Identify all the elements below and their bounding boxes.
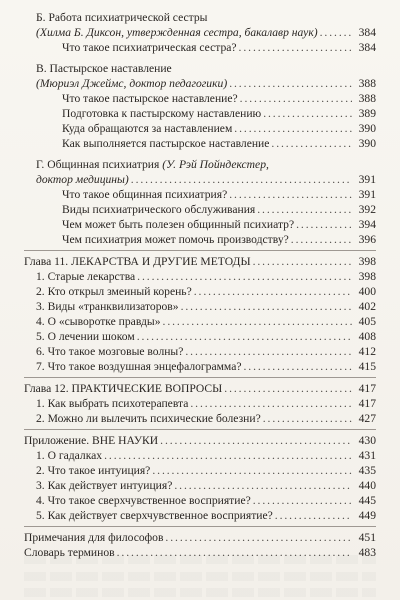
section-g-author: (У. Рэй Пойндекстер, bbox=[162, 158, 269, 171]
toc-entry[interactable] bbox=[24, 448, 376, 463]
leader-dots bbox=[181, 299, 352, 314]
leader-dots bbox=[239, 40, 352, 55]
page-number: 408 bbox=[358, 330, 376, 343]
entry-title: Виды психиатрического обслуживания bbox=[62, 203, 256, 216]
leader-dots bbox=[253, 493, 352, 508]
section-b-author-row bbox=[24, 25, 376, 40]
entry-title: Чем психиатрия может помочь производству? bbox=[62, 233, 289, 246]
entry-title: 1. Как выбрать психотерапевта bbox=[36, 397, 189, 410]
divider bbox=[24, 526, 376, 527]
leader-dots bbox=[271, 136, 352, 151]
page-number: 396 bbox=[358, 233, 376, 246]
entry-title: 5. О лечении шоком bbox=[36, 330, 135, 343]
leader-dots bbox=[160, 433, 352, 448]
leader-dots bbox=[165, 530, 352, 545]
entry-title: 2. Кто открыл змеиный корень? bbox=[36, 285, 192, 298]
divider bbox=[24, 429, 376, 430]
entry-title: Что такое психиатрическая сестра? bbox=[62, 41, 237, 54]
section-b-author: (Хилма Б. Диксон, утвержденная сестра, бакалавр наук) bbox=[36, 26, 318, 39]
leader-dots bbox=[234, 121, 352, 136]
section-g-author-cont: доктор медицины) bbox=[36, 173, 129, 186]
entry-title: 6. Что такое мозговые волны? bbox=[36, 345, 184, 358]
page-number: 384 bbox=[358, 41, 376, 54]
page-number: 384 bbox=[358, 26, 376, 39]
leader-dots bbox=[229, 187, 352, 202]
section-v-title: В. Пастырское наставление bbox=[36, 62, 172, 75]
entry-title: 2. Что такое интуиция? bbox=[36, 464, 151, 477]
page-number: 417 bbox=[358, 382, 376, 395]
page-number: 417 bbox=[358, 397, 376, 410]
page-number: 430 bbox=[358, 434, 376, 447]
toc-entry[interactable] bbox=[24, 202, 376, 217]
leader-dots bbox=[152, 463, 352, 478]
page-number: 412 bbox=[358, 345, 376, 358]
leader-dots bbox=[163, 314, 352, 329]
entry-title: Как выполняется пастырское наставление bbox=[62, 137, 270, 150]
page-number: 394 bbox=[358, 218, 376, 231]
chapter-title: Глава 11. ЛЕКАРСТВА И ДРУГИЕ МЕТОДЫ bbox=[24, 255, 251, 268]
page-number: 431 bbox=[358, 449, 376, 462]
show-through-text bbox=[24, 572, 376, 581]
entry-title: Подготовка к пастырскому наставлению bbox=[62, 107, 262, 120]
toc-entry[interactable] bbox=[24, 396, 376, 411]
leader-dots bbox=[263, 106, 352, 121]
page-number: 400 bbox=[358, 285, 376, 298]
leader-dots bbox=[320, 25, 352, 40]
section-v-author: (Мюриэл Джеймс, доктор педагогики) bbox=[36, 77, 228, 90]
entry-title: 4. Что такое сверхчувственное восприятие? bbox=[36, 494, 251, 507]
entry-title: Куда обращаются за наставлением bbox=[62, 122, 233, 135]
page-number: 398 bbox=[358, 255, 376, 268]
toc-entry[interactable] bbox=[24, 284, 376, 299]
leader-dots bbox=[131, 172, 352, 187]
entry-title: Чем может быть полезен общинный психиатр? bbox=[62, 218, 295, 231]
toc-entry[interactable] bbox=[24, 187, 376, 202]
divider bbox=[24, 250, 376, 251]
toc-entry[interactable] bbox=[24, 508, 376, 523]
page-number: 392 bbox=[358, 203, 376, 216]
entry-title: 7. Что такое воздушная энцефалограмма? bbox=[36, 360, 242, 373]
chapter-12-heading[interactable] bbox=[24, 381, 376, 396]
page-number: 390 bbox=[358, 137, 376, 150]
leader-dots bbox=[253, 254, 352, 269]
section-g-author-row bbox=[24, 172, 376, 187]
page-number: 389 bbox=[358, 107, 376, 120]
toc-entry[interactable] bbox=[24, 411, 376, 426]
section-g-title-line bbox=[24, 157, 376, 172]
entry-title: Что такое пастырское наставление? bbox=[62, 92, 238, 105]
entry-title: 3. Виды «транквилизаторов» bbox=[36, 300, 179, 313]
toc-entry[interactable] bbox=[24, 106, 376, 121]
leader-dots bbox=[257, 202, 352, 217]
toc-entry[interactable] bbox=[24, 493, 376, 508]
page-number: 398 bbox=[358, 270, 376, 283]
chapter-11-heading[interactable] bbox=[24, 254, 376, 269]
page-number: 391 bbox=[358, 173, 376, 186]
page-number: 440 bbox=[358, 479, 376, 492]
page-number: 449 bbox=[358, 509, 376, 522]
table-of-contents bbox=[24, 10, 376, 560]
leader-dots bbox=[275, 508, 352, 523]
chapter-title: Глава 12. ПРАКТИЧЕСКИЕ ВОПРОСЫ bbox=[24, 382, 223, 395]
entry-title: 1. О гадалках bbox=[36, 449, 103, 462]
page-number: 388 bbox=[358, 77, 376, 90]
leader-dots bbox=[185, 344, 352, 359]
entry-title: 2. Можно ли вылечить психические болезни? bbox=[36, 412, 261, 425]
toc-entry[interactable] bbox=[24, 463, 376, 478]
leader-dots bbox=[137, 269, 352, 284]
toc-entry[interactable] bbox=[24, 269, 376, 284]
leader-dots bbox=[174, 478, 352, 493]
toc-entry[interactable] bbox=[24, 40, 376, 55]
section-v-author-row bbox=[24, 76, 376, 91]
appendix-title: Приложение. ВНЕ НАУКИ bbox=[24, 434, 159, 447]
page-number: 483 bbox=[358, 546, 376, 559]
page-number: 451 bbox=[358, 531, 376, 544]
entry-title: 1. Старые лекарства bbox=[36, 270, 136, 283]
page-number: 415 bbox=[358, 360, 376, 373]
entry-title: 5. Как действует сверхчувственное восприятие? bbox=[36, 509, 273, 522]
page-number: 427 bbox=[358, 412, 376, 425]
leader-dots bbox=[291, 232, 352, 247]
entry-title: Примечания для философов bbox=[24, 531, 164, 544]
leader-dots bbox=[104, 448, 352, 463]
page-number: 402 bbox=[358, 300, 376, 313]
page-number: 388 bbox=[358, 92, 376, 105]
section-g-title: Г. Общинная психиатрия bbox=[36, 158, 163, 171]
toc-entry[interactable] bbox=[24, 121, 376, 136]
leader-dots bbox=[243, 359, 352, 374]
toc-entry[interactable] bbox=[24, 91, 376, 106]
page-number: 435 bbox=[358, 464, 376, 477]
appendix-heading[interactable] bbox=[24, 433, 376, 448]
leader-dots bbox=[194, 284, 352, 299]
show-through-text bbox=[24, 588, 376, 597]
page-number: 445 bbox=[358, 494, 376, 507]
leader-dots bbox=[224, 381, 352, 396]
toc-entry[interactable] bbox=[24, 478, 376, 493]
section-b-title: Б. Работа психиатрической сестры bbox=[36, 11, 208, 24]
toc-entry[interactable] bbox=[24, 136, 376, 151]
toc-entry[interactable] bbox=[24, 217, 376, 232]
leader-dots bbox=[240, 91, 352, 106]
leader-dots bbox=[296, 217, 352, 232]
leader-dots bbox=[229, 76, 352, 91]
entry-title: Что такое общинная психиатрия? bbox=[62, 188, 228, 201]
toc-entry[interactable] bbox=[24, 359, 376, 374]
toc-entry[interactable] bbox=[24, 344, 376, 359]
leader-dots bbox=[137, 329, 352, 344]
toc-entry[interactable] bbox=[24, 299, 376, 314]
entry-title: 3. Как действует интуиция? bbox=[36, 479, 173, 492]
divider bbox=[24, 377, 376, 378]
entry-title: Словарь терминов bbox=[24, 546, 115, 559]
page-number: 405 bbox=[358, 315, 376, 328]
toc-entry[interactable] bbox=[24, 314, 376, 329]
page-number: 390 bbox=[358, 122, 376, 135]
backmatter-entry[interactable] bbox=[24, 530, 376, 545]
toc-entry[interactable] bbox=[24, 329, 376, 344]
leader-dots bbox=[190, 396, 352, 411]
show-through-text bbox=[24, 555, 376, 564]
leader-dots bbox=[263, 411, 352, 426]
page-number: 391 bbox=[358, 188, 376, 201]
toc-entry[interactable] bbox=[24, 232, 376, 247]
entry-title: 4. О «сыворотке правды» bbox=[36, 315, 161, 328]
